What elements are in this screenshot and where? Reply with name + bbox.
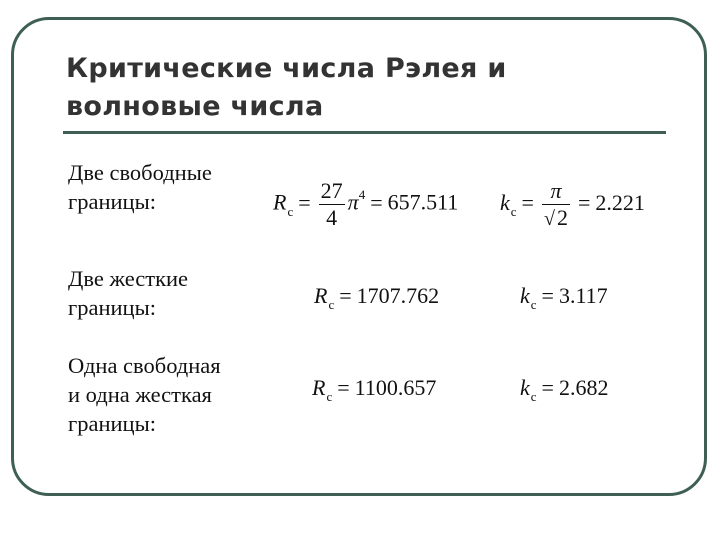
equals-sign: =: [577, 190, 591, 216]
equals-sign: =: [339, 283, 352, 308]
equals-sign: =: [370, 189, 383, 215]
row-1-label: [68, 158, 212, 216]
equals-sign: =: [541, 283, 554, 308]
row-3-rayleigh-formula: [312, 375, 437, 404]
row-2-rayleigh-formula: [314, 283, 440, 312]
wavenumber-subscript: c: [530, 389, 537, 404]
row-3-label-line-2: и одна жесткая: [68, 382, 212, 407]
fraction: [319, 178, 345, 231]
rayleigh-symbol: R: [312, 375, 326, 400]
rayleigh-subscript: c: [328, 297, 335, 312]
title-underline: [63, 131, 666, 134]
row-2-wavenumber-formula: [520, 283, 608, 312]
row-3-wavenumber-formula: [520, 375, 609, 404]
pi-exponent: 4: [358, 186, 366, 202]
fraction-denominator: [542, 204, 570, 232]
row-2-label-line-2: границы:: [68, 295, 156, 320]
equals-sign: =: [298, 189, 311, 215]
wavenumber-symbol: k: [500, 190, 510, 216]
fraction-numerator: π: [550, 178, 562, 203]
rayleigh-value: 657.511: [387, 189, 459, 215]
wavenumber-symbol: k: [520, 283, 530, 308]
rayleigh-subscript: c: [326, 389, 333, 404]
fraction-numerator: 27: [320, 178, 343, 203]
row-3-label-line-3: границы:: [68, 411, 156, 436]
wavenumber-value: 2.682: [558, 375, 609, 400]
row-1-wavenumber-formula: [500, 178, 645, 232]
equals-sign: =: [337, 375, 350, 400]
sqrt-sign-icon: √: [543, 208, 555, 230]
rayleigh-symbol: R: [273, 189, 287, 215]
wavenumber-value: 3.117: [558, 283, 608, 308]
fraction-denominator: 4: [319, 204, 345, 231]
rayleigh-subscript: c: [287, 203, 294, 219]
rayleigh-symbol: R: [314, 283, 328, 308]
row-3-label-line-1: Одна свободная: [68, 353, 221, 378]
equals-sign: =: [521, 190, 534, 216]
row-2-label-line-1: Две жесткие: [68, 266, 189, 291]
slide-title: Критические числа Рэлея и волновые числа: [66, 53, 507, 122]
sqrt-radicand: 2: [556, 205, 568, 230]
wavenumber-symbol: k: [520, 375, 530, 400]
row-1-label-line-1: Две свободные: [68, 160, 212, 185]
row-1-label-line-2: границы:: [68, 189, 156, 214]
rayleigh-value: 1100.657: [354, 375, 437, 400]
row-1-rayleigh-formula: [273, 178, 458, 231]
row-2-label: [68, 264, 188, 322]
rayleigh-value: 1707.762: [356, 283, 440, 308]
wavenumber-value: 2.221: [595, 190, 645, 216]
equals-sign: =: [541, 375, 554, 400]
wavenumber-subscript: c: [510, 204, 517, 220]
fraction: [542, 178, 570, 232]
row-3-label: [68, 351, 221, 438]
pi-symbol: π: [347, 189, 359, 215]
wavenumber-subscript: c: [530, 297, 537, 312]
